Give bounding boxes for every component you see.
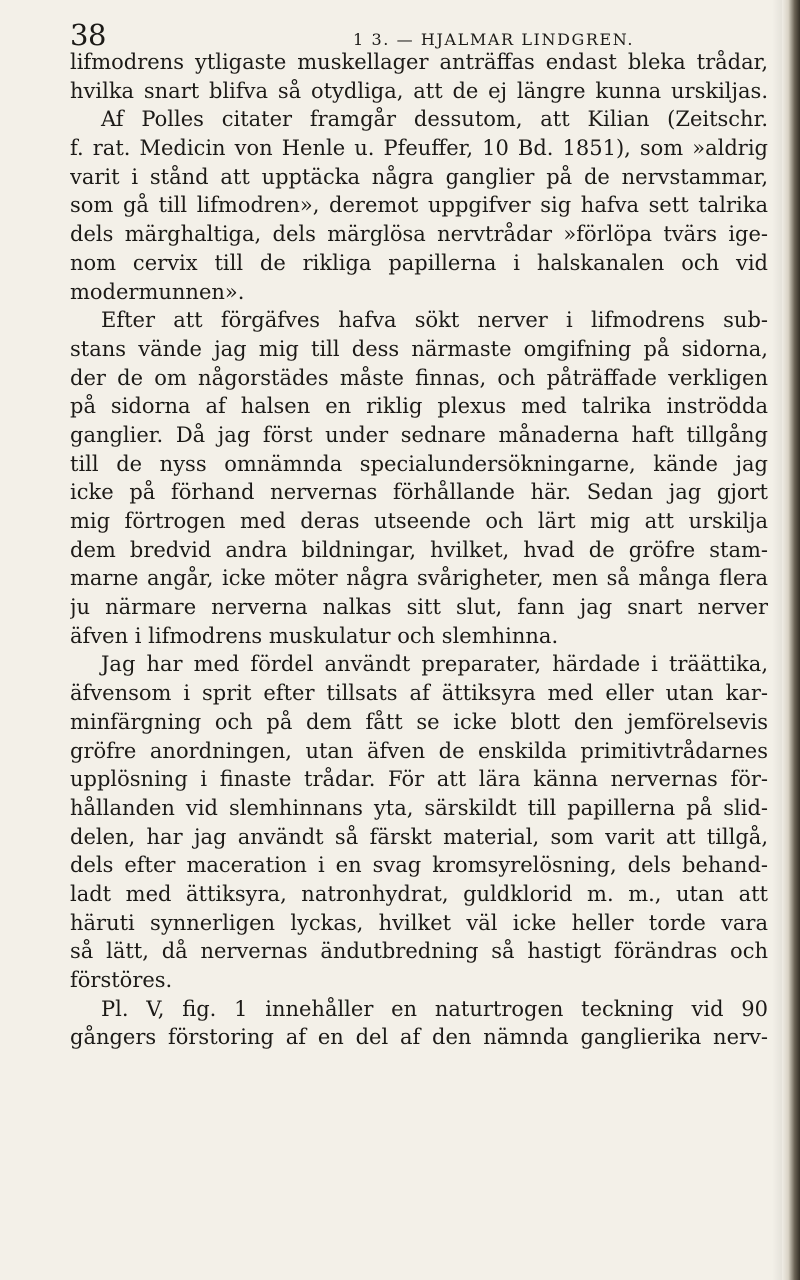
text-line: dels märghaltiga, dels märglösa nervtrådar »förlöpa tvärs ige- [70, 222, 768, 247]
text-line: nom cervix till de rikliga papillerna i halskanalen och vid [70, 250, 768, 275]
spine-shadow [772, 0, 782, 1280]
body-text [70, 48, 768, 1052]
text-line: ganglier. Då jag först under sednare månaderna haft tillgång [70, 422, 768, 447]
text-line: hållanden vid slemhinnans yta, särskildt till papillerna på slid- [70, 795, 768, 820]
text-line: Pl. V, fig. 1 innehåller en naturtrogen teckning vid 90 [101, 996, 768, 1021]
text-line: lifmodrens ytligaste muskellager anträffas endast bleka trådar, [70, 50, 768, 74]
book-spine-edge [782, 0, 800, 1280]
text-line: äfven i lifmodrens muskulatur och slemhinna. [70, 623, 559, 648]
text-line: minfärgning och på dem fått se icke blott den jemförelsevis [70, 709, 768, 734]
text-line: mig förtrogen med deras utseende och lärt mig att urskilja [70, 509, 768, 533]
text-line: gångers förstoring af en del af den nämnda ganglierika nerv- [70, 1025, 768, 1050]
text-line: dem bredvid andra bildningar, hvilket, hvad de gröfre stam- [70, 537, 768, 562]
text-line: Efter att förgäfves hafva sökt nerver i lifmodrens sub- [101, 308, 768, 333]
text-line: modermunnen». [70, 279, 245, 304]
text-line: till de nyss omnämnda specialundersökningarne, kände jag [70, 451, 768, 476]
text-line: delen, har jag användt så färskt material, som varit att tillgå, [70, 824, 768, 849]
text-line: så lätt, då nervernas ändutbredning så hastigt förändras och [70, 939, 768, 964]
page-number: 38 [70, 18, 106, 52]
text-line: dels efter maceration i en svag kromsyrelösning, dels behand- [70, 853, 768, 878]
text-line: ju närmare nerverna nalkas sitt slut, fann jag snart nerver [70, 595, 768, 620]
text-line: på sidorna af halsen en riklig plexus med talrika inströdda [70, 394, 768, 419]
text-line: stans vände jag mig till dess närmaste omgifning på sidorna, [70, 336, 768, 361]
running-head [70, 18, 770, 52]
text-line: som gå till lifmodren», deremot uppgifver sig hafva sett talrika [70, 193, 768, 218]
text-line: icke på förhand nervernas förhållande här. Sedan jag gjort [70, 480, 768, 505]
text-line: der de om någorstädes måste finnas, och påträffade verkligen [70, 365, 768, 390]
text-line: Af Polles citater framgår dessutom, att Kilian (Zeitschr. [101, 107, 768, 132]
text-line: f. rat. Medicin von Henle u. Pfeuffer, 10 Bd. 1851), som »aldrig [70, 136, 768, 161]
text-line: häruti synnerligen lyckas, hvilket väl icke heller torde vara [70, 910, 768, 935]
text-line: äfvensom i sprit efter tillsats af ättiksyra med eller utan kar- [70, 681, 768, 706]
text-line: förstöres. [70, 968, 173, 992]
text-line: Jag har med fördel användt preparater, härdade i träättika, [101, 652, 768, 677]
text-line: gröfre anordningen, utan äfven de enskilda primitivtrådarnes [70, 738, 768, 763]
text-line: ladt med ättiksyra, natronhydrat, guldklorid m. m., utan att [70, 881, 768, 906]
text-line: varit i stånd att upptäcka några ganglier på de nervstammar, [70, 164, 768, 189]
running-head-title: 1 3. — HJALMAR LINDGREN. [353, 30, 635, 49]
text-line: hvilka snart blifva så otydliga, att de ej längre kunna urskiljas. [70, 78, 768, 103]
text-line: upplösning i finaste trådar. För att lära känna nervernas för- [70, 767, 768, 792]
text-line: marne angår, icke möter några svårigheter, men så många flera [70, 566, 768, 591]
